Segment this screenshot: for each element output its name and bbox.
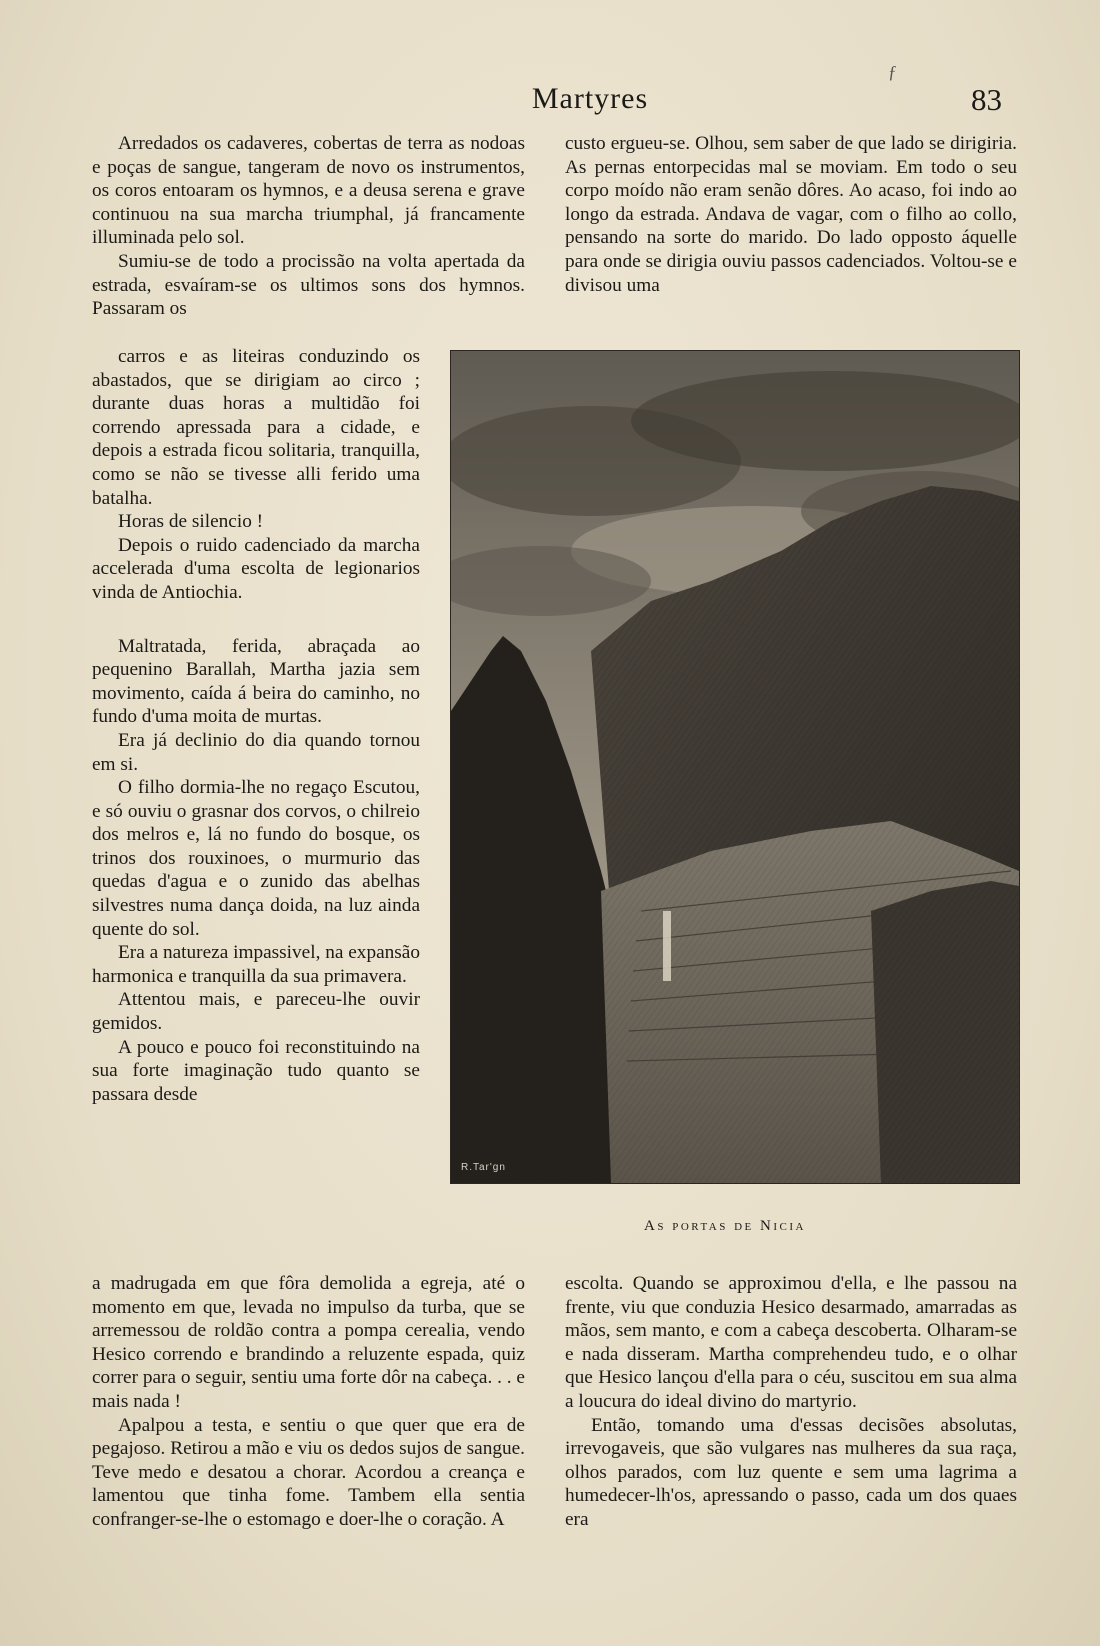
paragraph: a madrugada em que fôra demolida a egreja, até o momento em que, levada no impulso da turba, que se arremessou de roldão contra a pompa cerealia, vendo Hesico correndo e brandindo a reluzente espada, quiz correr para o seguir, sentiu uma forte dôr na cabeça. . . e mais nada ! xyxy=(92,1273,525,1412)
paragraph: Arredados os cadaveres, cobertas de terra as nodoas e poças de sangue, tangeram de novo os instrumentos, os coros entoaram os hymnos, e a deusa serena e grave continuou na sua marcha triumphal, já francamente illuminada pelo sol. xyxy=(92,133,525,249)
left-column-narrow xyxy=(92,345,420,1106)
paragraph: custo ergueu-se. Olhou, sem saber de que lado se dirigiria. As pernas entorpecidas mal se moviam. Em todo o seu corpo moído não eram senão dôres. Ao acaso, foi indo ao longo da estrada. Andava de vagar, com o filho ao collo, pensando na sorte do marido. Do lado opposto áquelle para onde se dirigia ouviu passos cadenciados. Voltou-se e divisou uma xyxy=(565,133,1017,296)
page-number: 83 xyxy=(971,82,1002,117)
paragraph: Era já declinio do dia quando tornou em si. xyxy=(92,729,420,775)
left-column-bottom xyxy=(92,1272,525,1532)
paragraph: Apalpou a testa, e sentiu o que quer que era de pegajoso. Retirou a mão e viu os dedos sujos de sangue. Teve medo e desatou a chorar. Acordou a creança e lamentou que tinha fome. Tambem ella sentia confranger-se-lhe o estomago e doer-lhe o coração. A xyxy=(92,1414,525,1530)
artist-signature: R.Tar'gn xyxy=(461,1162,506,1173)
stray-mark: ƒ xyxy=(888,62,897,82)
running-title: Martyres xyxy=(531,82,649,115)
mountain-gorge-engraving xyxy=(451,351,1019,1183)
engraving-illustration xyxy=(450,350,1020,1184)
paragraph: A pouco e pouco foi reconstituindo na sua forte imaginação tudo quanto se passara desde xyxy=(92,1036,420,1105)
paragraph: Maltratada, ferida, abraçada ao pequenino Barallah, Martha jazia sem movimento, caída á beira do caminho, no fundo d'uma moita de murtas. xyxy=(92,635,420,728)
right-column-bottom xyxy=(565,1272,1017,1532)
paragraph: Então, tomando uma d'essas decisões absolutas, irrevogaveis, que são vulgares nas mulheres da sua raça, olhos parados, com luz quente e sem uma lagrima a humedecer-lh'os, apressando o passo, cada um dos quaes era xyxy=(565,1414,1017,1530)
paragraph: escolta. Quando se approximou d'ella, e lhe passou na frente, viu que conduzia Hesico desarmado, amarradas as mãos, sem manto, e com a cabeça descoberta. Olharam-se e nada disseram. Martha comprehendeu tudo, e o olhar que Hesico lançou d'ella para o céu, suscitou em sua alma a loucura do ideal divino do martyrio. xyxy=(565,1273,1017,1412)
illustration-caption: As portas de Nicia xyxy=(644,1218,806,1234)
paragraph: Attentou mais, e pareceu-lhe ouvir gemidos. xyxy=(92,989,420,1035)
paragraph: Era a natureza impassivel, na expansão harmonica e tranquilla da sua primavera. xyxy=(92,942,420,987)
paragraph: carros e as liteiras conduzindo os abastados, que se dirigiam ao circo ; durante duas horas a multidão foi correndo apressada para a cidade, e depois a estrada ficou solitaria, tranquilla, como se não se tivesse alli ferido uma batalha. xyxy=(92,346,420,509)
left-column-top xyxy=(92,132,525,321)
paragraph: Depois o ruido cadenciado da marcha accelerada d'uma escolta de legionarios vinda de Antiochia. xyxy=(92,534,420,603)
paragraph: Horas de silencio ! xyxy=(118,511,264,533)
paragraph: Sumiu-se de todo a procissão na volta apertada da estrada, esvaíram-se os ultimos sons dos hymnos. Passaram os xyxy=(92,250,525,320)
paragraph: O filho dormia-lhe no regaço Escutou, e só ouviu o grasnar dos corvos, o chilreio dos melros e, lá no fundo do bosque, os trinos dos rouxinoes, o murmurio das quedas d'agua e o zunido das abelhas silvestres numa dança doida, na luz ainda quente do sol. xyxy=(92,777,420,940)
right-column-top xyxy=(565,132,1017,297)
